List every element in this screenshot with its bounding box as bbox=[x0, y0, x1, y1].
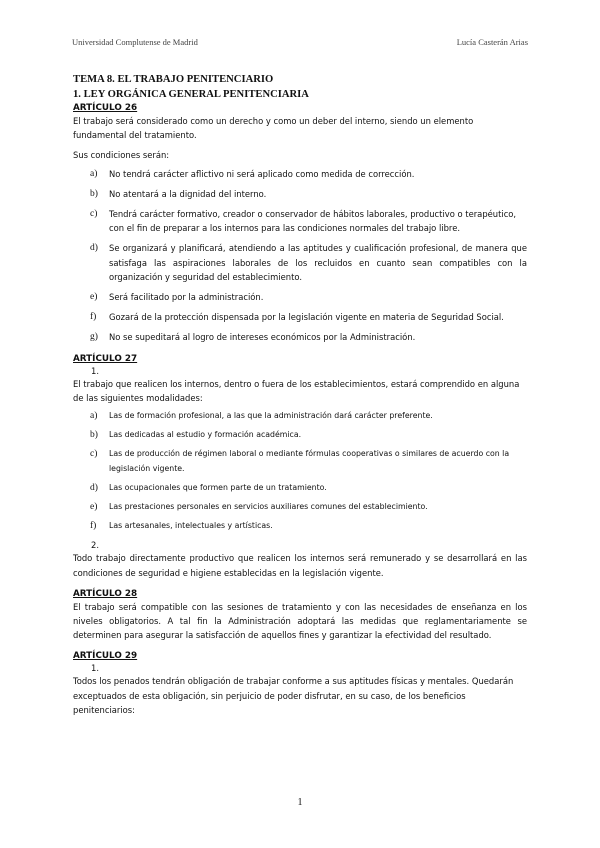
article-27-number-2: 2. bbox=[91, 540, 99, 551]
article-27-list bbox=[73, 409, 527, 533]
header-university: Universidad Complutense de Madrid bbox=[72, 37, 198, 47]
list-item: f) Las artesanales, intelectuales y artísticas. bbox=[90, 521, 273, 532]
list-item: a) Las de formación profesional, a las que la administración dará carácter preferente. bbox=[90, 411, 433, 422]
article-26-conditions-label: Sus condiciones serán: bbox=[73, 150, 170, 161]
article-26 bbox=[73, 102, 527, 345]
article-27-para-2: Todo trabajo directamente productivo que realicen los internos será remunerado y se desarrollará en las condiciones de seguridad e higiene establecidas en la legislación vigente. bbox=[73, 553, 527, 578]
list-item: g) No se supeditará al logro de intereses económicos por la Administración. bbox=[90, 332, 416, 343]
section-title: 1. LEY ORGÁNICA GENERAL PENITENCIARIA bbox=[73, 89, 309, 100]
article-28-heading: ARTÍCULO 28 bbox=[73, 588, 138, 599]
article-29-number-1: 1. bbox=[91, 663, 99, 674]
article-27-number-1: 1. bbox=[91, 365, 99, 376]
list-item: c) Las de producción de régimen laboral o mediante fórmulas cooperativas o similares de acuerdo con la legislación vigente. bbox=[90, 449, 510, 473]
list-item: d) Se organizará y planificará, atendiendo a las aptitudes y cualificación profesional, de manera que satisfaga las aspiraciones laborales de los recluidos en cuanto sean compatibles con la organización y seguridad del establecimiento. bbox=[90, 243, 527, 282]
page-number: 1 bbox=[297, 797, 303, 808]
document-body bbox=[73, 72, 527, 725]
list-item: d) Las ocupacionales que formen parte de un tratamiento. bbox=[90, 482, 327, 493]
article-29-para: Todos los penados tendrán obligación de trabajar conforme a sus aptitudes físicas y mentales. Quedarán exceptuados de esta obligación, sin perjuicio de poder disfrutar, en su caso, de los beneficios penitenciarios: bbox=[73, 676, 514, 715]
article-26-intro: El trabajo será considerado como un derecho y como un deber del interno, siendo un elemento fundamental del tratamiento. bbox=[73, 116, 474, 141]
list-item: b) No atentará a la dignidad del interno. bbox=[90, 188, 267, 199]
list-item: e) Será facilitado por la administración. bbox=[90, 292, 264, 303]
list-item: b) Las dedicadas al estudio y formación académica. bbox=[90, 430, 302, 441]
article-27-heading: ARTÍCULO 27 bbox=[73, 353, 138, 364]
article-27-intro: El trabajo que realicen los internos, dentro o fuera de los establecimientos, estará comprendido en alguna de las siguientes modalidades: bbox=[73, 378, 520, 403]
list-item: f) Gozará de la protección dispensada por la legislación vigente en materia de Seguridad Social. bbox=[90, 312, 504, 323]
chapter-title: TEMA 8. EL TRABAJO PENITENCIARIO bbox=[73, 74, 274, 85]
article-26-heading: ARTÍCULO 26 bbox=[73, 103, 138, 113]
article-29 bbox=[73, 650, 527, 717]
list-item: c) Tendrá carácter formativo, creador o conservador de hábitos laborales, productivo o terapéutico, con el fin de preparar a los internos para las condiciones normales del trabajo libre. bbox=[90, 209, 517, 234]
article-28-para: El trabajo será compatible con las sesiones de tratamiento y con las necesidades de enseñanza en los niveles obligatorios. A tal fin la Administración adoptará las medidas que reglamentariamente se determinen para asegurar la satisfacción de aquellos fines y garantizar la efectividad del resultado. bbox=[73, 601, 527, 641]
list-item: e) Las prestaciones personales en servicios auxiliares comunes del establecimiento. bbox=[90, 502, 428, 513]
list-item: a) No tendrá carácter aflictivo ni será aplicado como medida de corrección. bbox=[90, 168, 415, 179]
article-28 bbox=[73, 588, 527, 643]
header-author: Lucía Casterán Arias bbox=[456, 37, 528, 47]
article-27 bbox=[73, 353, 527, 580]
article-26-list bbox=[73, 167, 527, 345]
article-29-heading: ARTÍCULO 29 bbox=[73, 651, 138, 662]
